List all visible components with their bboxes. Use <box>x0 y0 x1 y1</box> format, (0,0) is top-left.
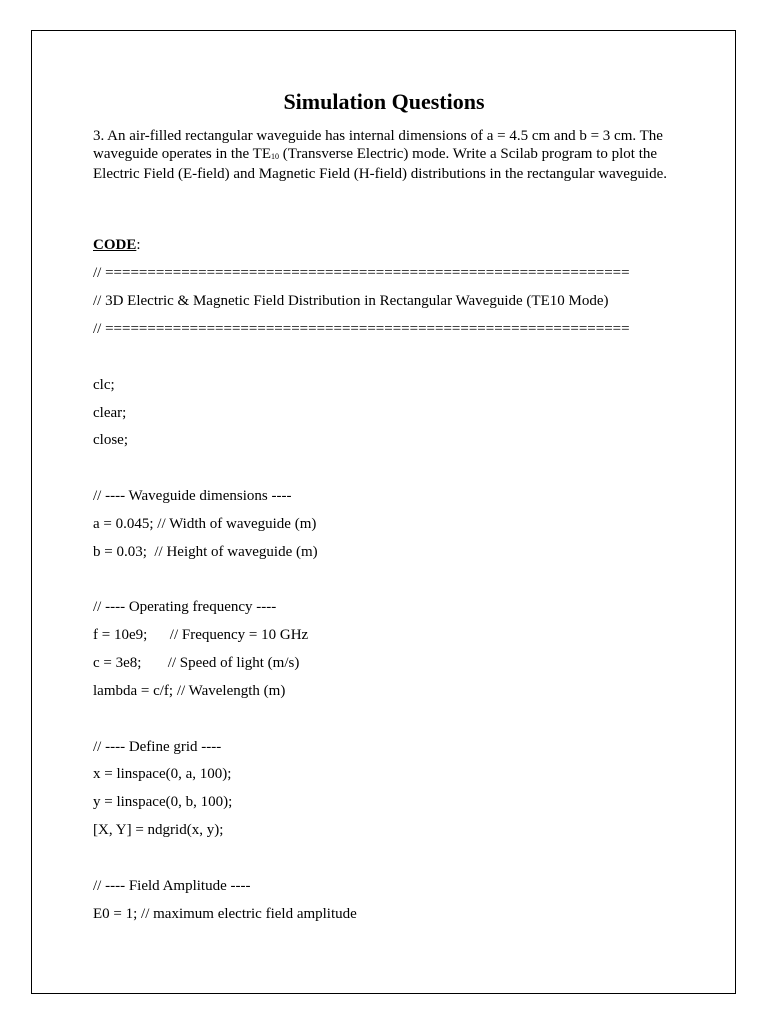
code-line: // ---- Define grid ---- <box>93 739 222 755</box>
code-line: f = 10e9; // Frequency = 10 GHz <box>93 627 309 643</box>
code-line: close; <box>93 432 128 448</box>
code-line: b = 0.03; // Height of waveguide (m) <box>93 544 318 560</box>
code-line: // ============================================================== <box>93 265 630 281</box>
question-text <box>93 127 683 183</box>
document-title: Simulation Questions <box>283 89 485 114</box>
question-text-start: 3. An air-filled rectangular waveguide has internal dimensions of a = 4.5 cm and b = 3 cm. The waveguide operates in the TE <box>93 128 663 162</box>
code-line: // ---- Operating frequency ---- <box>93 599 277 615</box>
code-line: E0 = 1; // maximum electric field amplitude <box>93 906 357 922</box>
mode-subscript: 10 <box>271 152 279 161</box>
code-label-colon: : <box>136 237 141 253</box>
code-label: CODE <box>93 237 137 253</box>
code-line: c = 3e8; // Speed of light (m/s) <box>93 655 300 671</box>
code-line: // ============================================================== <box>93 321 630 337</box>
code-line: // ---- Waveguide dimensions ---- <box>93 488 292 504</box>
code-line: clear; <box>93 405 127 421</box>
code-line: // 3D Electric & Magnetic Field Distribution in Rectangular Waveguide (TE10 Mode) <box>93 293 609 309</box>
code-line: // ---- Field Amplitude ---- <box>93 878 251 894</box>
code-line: a = 0.045; // Width of waveguide (m) <box>93 516 317 532</box>
code-line: x = linspace(0, a, 100); <box>93 766 232 782</box>
code-heading <box>93 236 141 254</box>
question-text-rest: (Transverse Electric) mode. Write a Scilab program to plot the Electric Field (E-field) and Magnetic Field (H-field) distributions in the rectangular waveguide. <box>93 146 667 182</box>
code-line: clc; <box>93 377 115 393</box>
code-line: lambda = c/f; // Wavelength (m) <box>93 683 286 699</box>
code-line: y = linspace(0, b, 100); <box>93 794 233 810</box>
code-line: [X, Y] = ndgrid(x, y); <box>93 822 224 838</box>
